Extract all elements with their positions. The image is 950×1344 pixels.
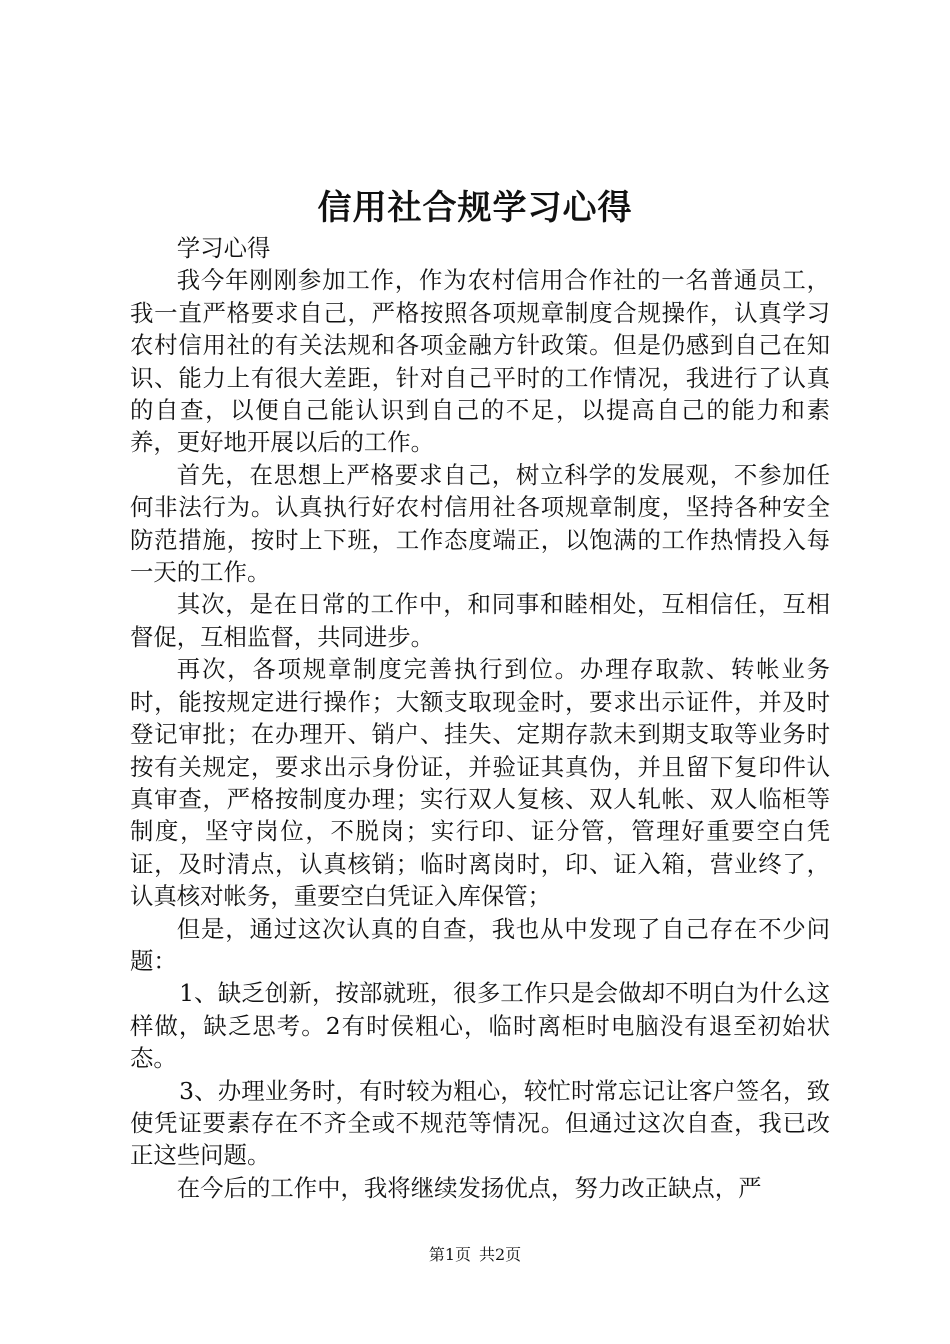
- page-footer: [0, 1244, 950, 1266]
- document-body: [130, 232, 830, 1204]
- paragraph-third: 再次，各项规章制度完善执行到位。办理存取款、转帐业务时，能按规定进行操作；大额支取现金时，要求出示证件，并及时登记审批；在办理开、销户、挂失、定期存款未到期支取等业务时按有关规定，要求出示身份证，并验证其真伪，并且留下复印件认真审查，严格按制度办理；实行双人复核、双人轧帐、双人临柜等制度，坚守岗位，不脱岗；实行印、证分管，管理好重要空白凭证，及时清点，认真核销；临时离岗时，印、证入箱，营业终了，认真核对帐务，重要空白凭证入库保管；: [130, 655, 830, 911]
- document-title: 信用社合规学习心得: [317, 188, 633, 228]
- problem-item-1: 1、缺乏创新，按部就班，很多工作只是会做却不明白为什么这样做，缺乏思考。2有时侯粗心，临时离柜时电脑没有退至初始状态。: [130, 979, 830, 1073]
- paragraph-intro: 我今年刚刚参加工作，作为农村信用合作社的一名普通员工，我一直严格要求自己，严格按照各项规章制度合规操作，认真学习农村信用社的有关法规和各项金融方针政策。但是仍感到自己在知识、能力上有很大差距，针对自己平时的工作情况，我进行了认真的自查，以便自己能认识到自己的不足，以提高自己的能力和素养，更好地开展以后的工作。: [130, 266, 830, 457]
- paragraph-problems: 但是，通过这次认真的自查，我也从中发现了自己存在不少问题：: [130, 914, 830, 975]
- paragraph-second: 其次，是在日常的工作中，和同事和睦相处，互相信任，互相督促，互相监督，共同进步。: [130, 590, 830, 651]
- problem-item-3: 3、办理业务时，有时较为粗心，较忙时常忘记让客户签名，致使凭证要素存在不齐全或不规范等情况。但通过这次自查，我已改正这些问题。: [130, 1076, 830, 1170]
- page-number: 第1页: [428, 1245, 471, 1264]
- subheading: 学习心得: [176, 234, 271, 262]
- paragraph-first: 首先，在思想上严格要求自己，树立科学的发展观，不参加任何非法行为。认真执行好农村信用社各项规章制度，坚持各种安全防范措施，按时上下班，工作态度端正，以饱满的工作热情投入每一天的工作。: [130, 460, 830, 587]
- paragraph-future: 在今后的工作中，我将继续发扬优点，努力改正缺点，严: [176, 1173, 762, 1202]
- page-total: 共2页: [479, 1245, 522, 1264]
